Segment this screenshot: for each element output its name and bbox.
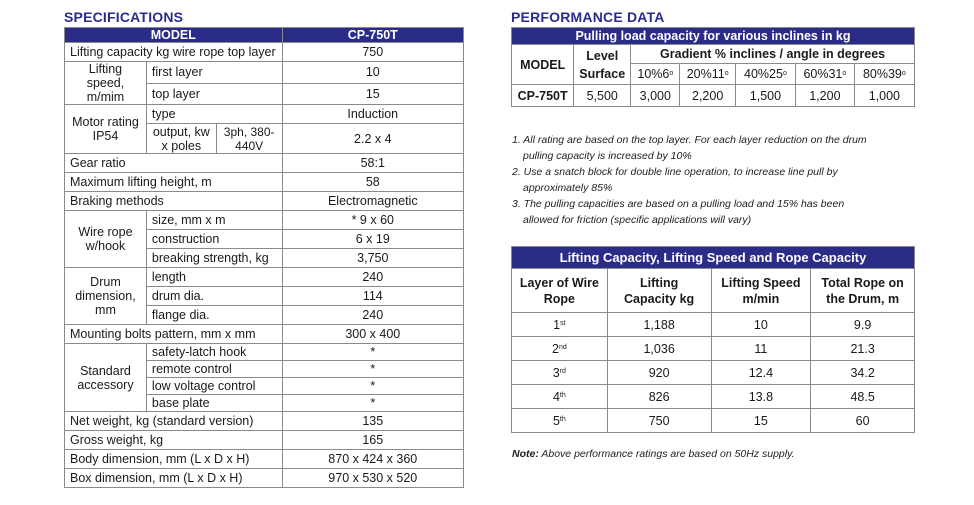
note-line: 3. The pulling capacities are based on a pulling load and 15% has been [512,198,845,210]
layer-cell: 2nd [512,337,608,361]
speed-cell: 12.4 [711,361,811,385]
motor-rating-label: Motor rating IP54 [65,105,147,154]
rope-cell: 48.5 [811,385,915,409]
table-row [512,313,915,337]
wire-rope-label: Wire rope w/hook [65,211,147,268]
gradient-header-cell: 60%31$^o$ [796,64,855,85]
note-line: approximately 85% [523,182,613,194]
table-row [512,85,915,107]
lifting-capacity-value: 750 [282,43,463,62]
performance-table [511,27,915,107]
lifting-capacity-label: Lifting capacity kg wire rope top layer [65,43,283,62]
braking-label: Braking methods [65,192,283,211]
accessory-item-value: * [282,361,463,378]
table-row [65,211,464,230]
rope-cell: 21.3 [811,337,915,361]
lifting-capacity-table [511,246,915,433]
accessory-item-value: * [282,395,463,412]
accessory-item-label: safety-latch hook [146,344,282,361]
top-layer-label: top layer [146,83,282,105]
net-weight-value: 135 [282,412,463,431]
mounting-label: Mounting bolts pattern, mm x mm [65,325,283,344]
performance-notes [512,132,912,228]
note-line: 2. Use a snatch block for double line operation, to increase line pull by [512,166,838,178]
gradient-header-cell: 40%25$^o$ [735,64,795,85]
accessory-item-label: low voltage control [146,378,282,395]
accessory-label: Standard accessory [65,344,147,412]
speed-cell: 11 [711,337,811,361]
table-row [65,62,464,84]
note-line: 1. All rating are based on the top layer. For each layer reduction on the drum [512,134,867,146]
model-label: MODEL [512,45,574,85]
drum-dimension-label: Drum dimension, mm [65,268,147,325]
column-header: Layer of Wire Rope [512,269,608,313]
table-row [65,43,464,62]
table-row [512,45,915,64]
gradient-header-cell: 10%6$^o$ [631,64,680,85]
motor-output-value: 2.2 x 4 [282,124,463,154]
accessory-item-value: * [282,344,463,361]
drum-length-label: length [146,268,282,287]
capacity-cell: 750 [607,409,711,433]
perf-model-value: CP-750T [512,85,574,107]
gradient-header-cell: 20%11$^o$ [680,64,735,85]
column-header: Lifting Speed m/min [711,269,811,313]
motor-type-label: type [146,105,282,124]
performance-footnote [512,448,795,460]
note-text: Above performance ratings are based on 50Hz supply. [541,448,795,460]
rope-cell: 9.9 [811,313,915,337]
capacity-cell: 1,188 [607,313,711,337]
performance-data-title: PERFORMANCE DATA [511,9,665,25]
drum-dia-label: drum dia. [146,287,282,306]
box-dimension-value: 970 x 530 x 520 [282,469,463,488]
max-height-value: 58 [282,173,463,192]
gross-weight-value: 165 [282,431,463,450]
note-label: Note: [512,448,539,460]
body-dimension-label: Body dimension, mm (L x D x H) [65,450,283,469]
motor-output-label: output, kw x poles [146,124,216,154]
capacity-cell: 1,036 [607,337,711,361]
table-row [65,431,464,450]
speed-cell: 15 [711,409,811,433]
note-line: pulling capacity is increased by 10% [523,150,692,162]
accessory-item-value: * [282,378,463,395]
speed-cell: 13.8 [711,385,811,409]
table-row [65,268,464,287]
rope-cell: 34.2 [811,361,915,385]
layer-cell: 1st [512,313,608,337]
net-weight-label: Net weight, kg (standard version) [65,412,283,431]
table-row [512,385,915,409]
first-layer-label: first layer [146,62,282,84]
rope-size-value: * 9 x 60 [282,211,463,230]
max-height-label: Maximum lifting height, m [65,173,283,192]
capacity-cell: 826 [607,385,711,409]
gradient-value: 2,200 [680,85,735,107]
gear-ratio-label: Gear ratio [65,154,283,173]
first-layer-value: 10 [282,62,463,84]
motor-phase-label: 3ph, 380-440V [216,124,282,154]
gradient-value: 1,200 [796,85,855,107]
braking-value: Electromagnetic [282,192,463,211]
gradient-label: Gradient % inclines / angle in degrees [631,45,915,64]
column-header: Lifting Capacity kg [607,269,711,313]
motor-type-value: Induction [282,105,463,124]
cap-header-row [512,247,915,269]
drum-length-value: 240 [282,268,463,287]
mounting-value: 300 x 400 [282,325,463,344]
table-row [512,269,915,313]
rope-strength-value: 3,750 [282,249,463,268]
flange-dia-label: flange dia. [146,306,282,325]
table-row [512,337,915,361]
rope-cell: 60 [811,409,915,433]
layer-cell: 5th [512,409,608,433]
model-header: MODEL [65,28,283,43]
perf-header-row [512,28,915,45]
level-surface-value: 5,500 [574,85,631,107]
speed-cell: 10 [711,313,811,337]
gear-ratio-value: 58:1 [282,154,463,173]
rope-construction-label: construction [146,230,282,249]
gradient-header-cell: 80%39$^o$ [854,64,914,85]
rope-strength-label: breaking strength, kg [146,249,282,268]
top-layer-value: 15 [282,83,463,105]
gradient-value: 1,500 [735,85,795,107]
layer-cell: 4th [512,385,608,409]
lifting-capacity-header: Lifting Capacity, Lifting Speed and Rope Capacity [512,247,915,269]
drum-dia-value: 114 [282,287,463,306]
table-row [65,450,464,469]
table-row [65,412,464,431]
rope-construction-value: 6 x 19 [282,230,463,249]
capacity-cell: 920 [607,361,711,385]
lifting-speed-label: Lifting speed, m/mim [65,62,147,105]
table-row [65,344,464,361]
table-row [512,409,915,433]
gross-weight-label: Gross weight, kg [65,431,283,450]
table-row [65,154,464,173]
rope-size-label: size, mm x m [146,211,282,230]
table-row [65,173,464,192]
model-name-header: CP-750T [282,28,463,43]
accessory-item-label: base plate [146,395,282,412]
gradient-value: 1,000 [854,85,914,107]
column-header: Total Rope on the Drum, m [811,269,915,313]
spec-header-row [65,28,464,43]
table-row [65,325,464,344]
layer-cell: 3rd [512,361,608,385]
accessory-item-label: remote control [146,361,282,378]
specifications-title: SPECIFICATIONS [64,9,184,25]
table-row [65,192,464,211]
body-dimension-value: 870 x 424 x 360 [282,450,463,469]
table-row [65,469,464,488]
flange-dia-value: 240 [282,306,463,325]
gradient-value: 3,000 [631,85,680,107]
table-row [65,105,464,124]
table-row [512,361,915,385]
pulling-load-header: Pulling load capacity for various inclines in kg [512,28,915,45]
specifications-table [64,27,464,488]
note-line: allowed for friction (specific applications will vary) [523,214,752,226]
box-dimension-label: Box dimension, mm (L x D x H) [65,469,283,488]
level-surface-label: Level Surface [574,45,631,85]
